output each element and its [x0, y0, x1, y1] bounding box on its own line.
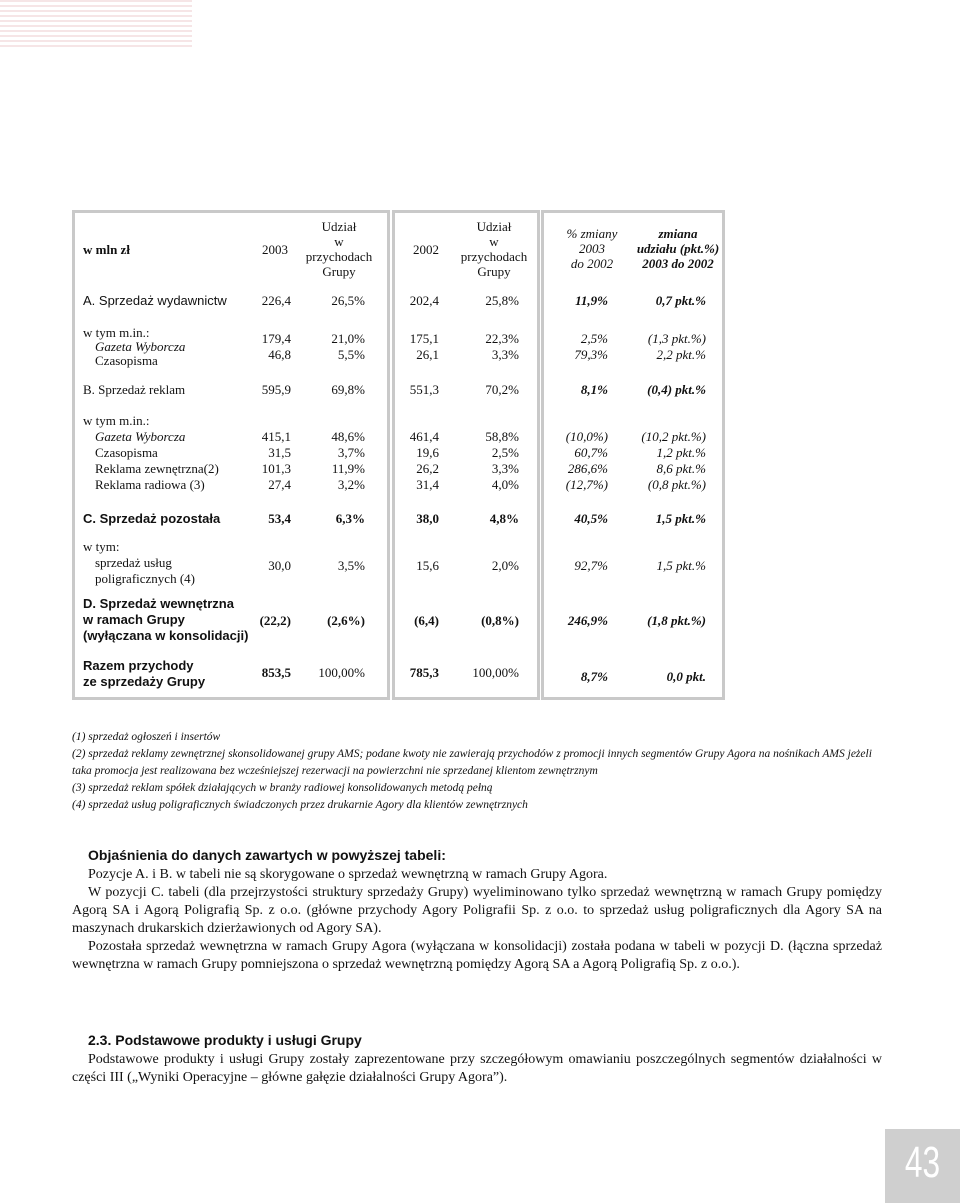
- row-c-change: 40,5%: [574, 511, 608, 526]
- row-total-2003: 853,5: [261, 665, 291, 680]
- products-paragraph: Podstawowe produkty i usługi Grupy zostały zaprezentowane przy szczegółowym omawianiu poszczególnych segmentów działalności w części III („Wyniki Operacyjne – główne gałęzie działalności Grupy Agora”).: [72, 1052, 882, 1085]
- row-c-sub-2003: 30,0: [268, 558, 291, 573]
- row-b-share-2003: 69,8%: [331, 382, 365, 397]
- row-b-sub-labels: Gazeta Wyborcza Czasopisma Reklama zewnętrzna(2) Reklama radiowa (3): [95, 429, 219, 492]
- row-b-label: B. Sprzedaż reklam: [83, 382, 186, 397]
- row-a-sub-2002: 175,1 26,1: [409, 331, 439, 362]
- header-pct-change: % zmiany 2003 do 2002: [566, 226, 618, 271]
- row-b-sub-share-2002: 58,8% 2,5% 3,3% 4,0%: [485, 429, 519, 492]
- row-a-sub-change: 2,5% 79,3%: [574, 331, 608, 362]
- row-a-sub-intro: w tym m.in.:: [83, 325, 150, 340]
- row-total-label: Razem przychody ze sprzedaży Grupy: [83, 658, 206, 689]
- row-c-sub-share-2002: 2,0%: [491, 558, 519, 573]
- row-a-share-change: 0,7 pkt.%: [655, 293, 706, 308]
- row-b-sub-share-2003: 48,6% 3,7% 11,9% 3,2%: [331, 429, 365, 492]
- row-total-share-change: 0,0 pkt.: [666, 669, 706, 684]
- row-a-sub-2003: 179,4 46,8: [261, 331, 291, 362]
- header-share-2003: Udział w przychodach Grupy: [305, 219, 373, 279]
- row-a-sub-share-change: (1,3 pkt.%) 2,2 pkt.%: [647, 331, 706, 362]
- row-b-share-2002: 70,2%: [485, 382, 519, 397]
- row-b-sub-2003: 415,1 31,5 101,3 27,4: [261, 429, 291, 492]
- explanations-heading: Objaśnienia do danych zawartych w powyższej tabeli:: [88, 847, 446, 863]
- explanations-section: [72, 846, 882, 974]
- row-b-share-change: (0,4) pkt.%: [647, 382, 706, 397]
- products-heading: 2.3. Podstawowe produkty i usługi Grupy: [88, 1032, 362, 1048]
- header-year-2003: 2003: [262, 242, 288, 257]
- explanation-paragraph-1: Pozycje A. i B. w tabeli nie są skorygowane o sprzedaż wewnętrzną w ramach Grupy Agora.: [88, 867, 608, 882]
- row-b-sub-change: (10,0%) 60,7% 286,6% (12,7%): [565, 429, 608, 492]
- explanation-paragraph-2: W pozycji C. tabeli (dla przejrzystości struktury sprzedaży Grupy) wyeliminowano tylko sprzedaż wewnętrzną w ramach Grupy pomiędzy Agorą SA i Agorą Poligrafią Sp. z o.o. (główne przychody Agory Poligrafii Sp. z o.o. to sprzedaż usług poligraficznych dla Agory SA na maszynach drukarskich dzierżawionych od Agory SA).: [72, 885, 882, 936]
- row-a-2003: 226,4: [261, 293, 291, 308]
- row-c-sub-2002: 15,6: [416, 558, 439, 573]
- row-a-share-2003: 26,5%: [331, 293, 365, 308]
- row-b-2002: 551,3: [409, 382, 439, 397]
- row-d-2003: (22,2): [259, 613, 291, 628]
- products-section: [72, 1031, 882, 1087]
- footnote-2: (2) sprzedaż reklamy zewnętrznej skonsolidowanej grupy AMS; podane kwoty nie zawierają przychodów z promocji innych segmentów Grupy Agora na nośnikach AMS jeżeli taka promocja jest realizowana bez wcześniejszej rezerwacji na powierzchni nie sprzedanej klientom zewnętrznym: [72, 748, 872, 777]
- row-c-share-2002: 4,8%: [489, 511, 519, 526]
- row-a-share-2002: 25,8%: [485, 293, 519, 308]
- row-total-share-2002: 100,00%: [472, 665, 519, 680]
- row-b-sub-2002: 461,4 19,6 26,2 31,4: [409, 429, 439, 492]
- header-year-2002: 2002: [413, 242, 439, 257]
- explanation-paragraph-3: Pozostała sprzedaż wewnętrzna w ramach Grupy Agora (wyłączana w konsolidacji) została podana w tabeli w pozycji D. (łączna sprzedaż wewnętrzna w ramach Grupy pomniejszona o sprzedaż wewnętrzną pomiędzy Agorą SA a Agorą Poligrafią Sp. z o.o.).: [72, 939, 882, 972]
- header-share-2002: Udział w przychodach Grupy: [460, 219, 528, 279]
- row-c-share-change: 1,5 pkt.%: [655, 511, 706, 526]
- row-total-share-2003: 100,00%: [318, 665, 365, 680]
- row-b-sub-intro: w tym m.in.:: [83, 413, 150, 428]
- row-c-2003: 53,4: [268, 511, 291, 526]
- row-b-2003: 595,9: [261, 382, 291, 397]
- row-c-label: C. Sprzedaż pozostała: [83, 511, 221, 526]
- row-c-2002: 38,0: [416, 511, 439, 526]
- row-c-sub-share-change: 1,5 pkt.%: [656, 558, 706, 573]
- row-a-change: 11,9%: [575, 293, 608, 308]
- row-c-sub-intro: w tym:: [83, 539, 120, 554]
- header-share-change: zmiana udziału (pkt.%) 2003 do 2002: [636, 226, 720, 271]
- decorative-corner-lines: [0, 0, 192, 52]
- row-a-sub-label-1: Gazeta Wyborcza: [95, 339, 186, 354]
- row-a-label: A. Sprzedaż wydawnictw: [83, 293, 227, 308]
- row-d-label: D. Sprzedaż wewnętrzna w ramach Grupy (wyłączana w konsolidacji): [83, 596, 249, 643]
- row-b-change: 8,1%: [580, 382, 608, 397]
- row-a-sub-share-2003: 21,0% 5,5%: [331, 331, 365, 362]
- row-c-sub-change: 92,7%: [574, 558, 608, 573]
- row-d-change: 246,9%: [567, 613, 608, 628]
- table-2002: [392, 210, 540, 700]
- row-total-2002: 785,3: [409, 665, 439, 680]
- row-b-sub-share-change: (10,2 pkt.%) 1,2 pkt.% 8,6 pkt.% (0,8 pkt.%): [641, 429, 706, 492]
- footnote-3: (3) sprzedaż reklam spółek działających w branży radiowej konsolidowanych metodą pełną: [72, 782, 493, 794]
- row-a-sub-share-2002: 22,3% 3,3%: [485, 331, 519, 362]
- row-c-sub-label: sprzedaż usług poligraficznych (4): [95, 555, 195, 586]
- row-total-change: 8,7%: [580, 669, 608, 684]
- row-c-share-2003: 6,3%: [335, 511, 365, 526]
- table-2003: [72, 210, 390, 700]
- page-number-box: [885, 1129, 960, 1203]
- page-number: 43: [904, 1138, 941, 1187]
- row-a-sub-label-2: Czasopisma: [95, 353, 158, 368]
- row-d-share-2003: (2,6%): [327, 613, 365, 628]
- table-changes: [541, 210, 725, 700]
- header-unit: w mln zł: [83, 242, 130, 257]
- footnotes: [72, 729, 882, 814]
- footnote-1: (1) sprzedaż ogłoszeń i insertów: [72, 731, 221, 743]
- row-c-sub-share-2003: 3,5%: [337, 558, 365, 573]
- row-d-2002: (6,4): [414, 613, 439, 628]
- row-d-share-change: (1,8 pkt.%): [647, 613, 706, 628]
- row-d-share-2002: (0,8%): [481, 613, 519, 628]
- row-a-2002: 202,4: [409, 293, 439, 308]
- footnote-4: (4) sprzedaż usług poligraficznych świadczonych przez drukarnie Agory dla klientów zewnętrznych: [72, 799, 528, 811]
